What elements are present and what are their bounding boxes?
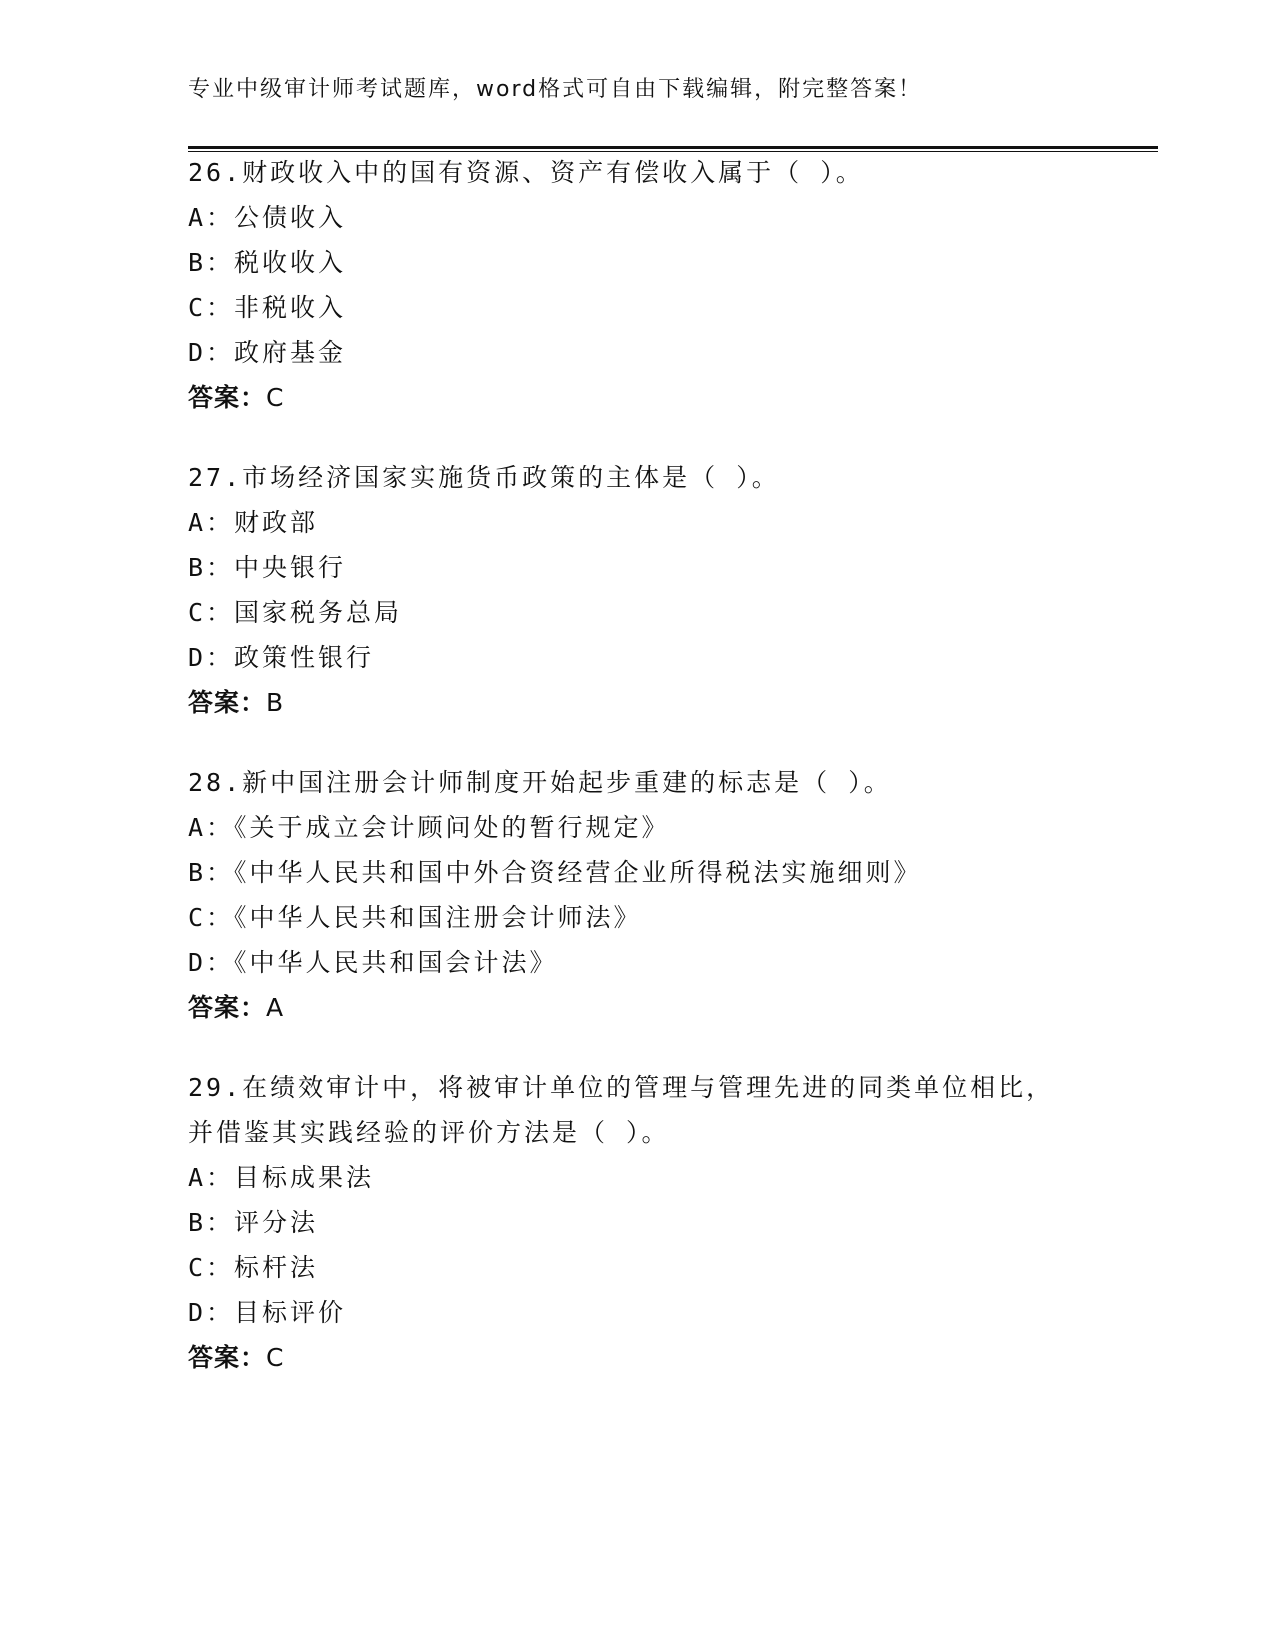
option-b: B：中央银行	[188, 553, 347, 582]
option-c: C：国家税务总局	[188, 598, 403, 627]
answer-label: 答案：	[188, 993, 267, 1022]
option-d: D：政府基金	[188, 338, 347, 367]
question-29	[188, 1065, 1148, 1381]
option-b: B：评分法	[188, 1208, 319, 1237]
option-c: C：《中华人民共和国注册会计师法》	[188, 903, 642, 932]
header-rule-thick	[188, 146, 1158, 149]
question-stem: 28.新中国注册会计师制度开始起步重建的标志是（ ）。	[188, 768, 892, 797]
option-a: A：目标成果法	[188, 1163, 375, 1192]
question-stem: 26.财政收入中的国有资源、资产有偿收入属于（ ）。	[188, 158, 864, 187]
answer-label: 答案：	[188, 1343, 267, 1372]
question-27	[188, 455, 1148, 726]
answer-line	[188, 985, 1148, 1031]
answer-label: 答案：	[188, 688, 267, 717]
page-header: 专业中级审计师考试题库，word格式可自由下载编辑，附完整答案！	[188, 77, 923, 102]
question-26	[188, 150, 1148, 421]
answer-line	[188, 680, 1148, 726]
option-d: D：目标评价	[188, 1298, 347, 1327]
answer-line	[188, 375, 1148, 421]
option-a: A：公债收入	[188, 203, 347, 232]
answer-value: A	[266, 993, 285, 1022]
option-d: D：政策性银行	[188, 643, 375, 672]
answer-value: B	[266, 688, 285, 717]
question-stem: 27.市场经济国家实施货币政策的主体是（ ）。	[188, 463, 780, 492]
option-d: D：《中华人民共和国会计法》	[188, 948, 558, 977]
answer-value: C	[266, 383, 285, 412]
question-stem: 29.在绩效审计中，将被审计单位的管理与管理先进的同类单位相比，	[188, 1073, 1055, 1102]
option-b: B：《中华人民共和国中外合资经营企业所得税法实施细则》	[188, 858, 922, 887]
option-a: A：财政部	[188, 508, 319, 537]
question-28	[188, 760, 1148, 1031]
answer-line	[188, 1335, 1148, 1381]
answer-value: C	[266, 1343, 285, 1372]
option-c: C：非税收入	[188, 293, 347, 322]
option-c: C：标杆法	[188, 1253, 319, 1282]
option-b: B：税收收入	[188, 248, 347, 277]
answer-label: 答案：	[188, 383, 267, 412]
option-a: A：《关于成立会计顾问处的暂行规定》	[188, 813, 670, 842]
question-stem-continued: 并借鉴其实践经验的评价方法是（ ）。	[188, 1118, 670, 1147]
